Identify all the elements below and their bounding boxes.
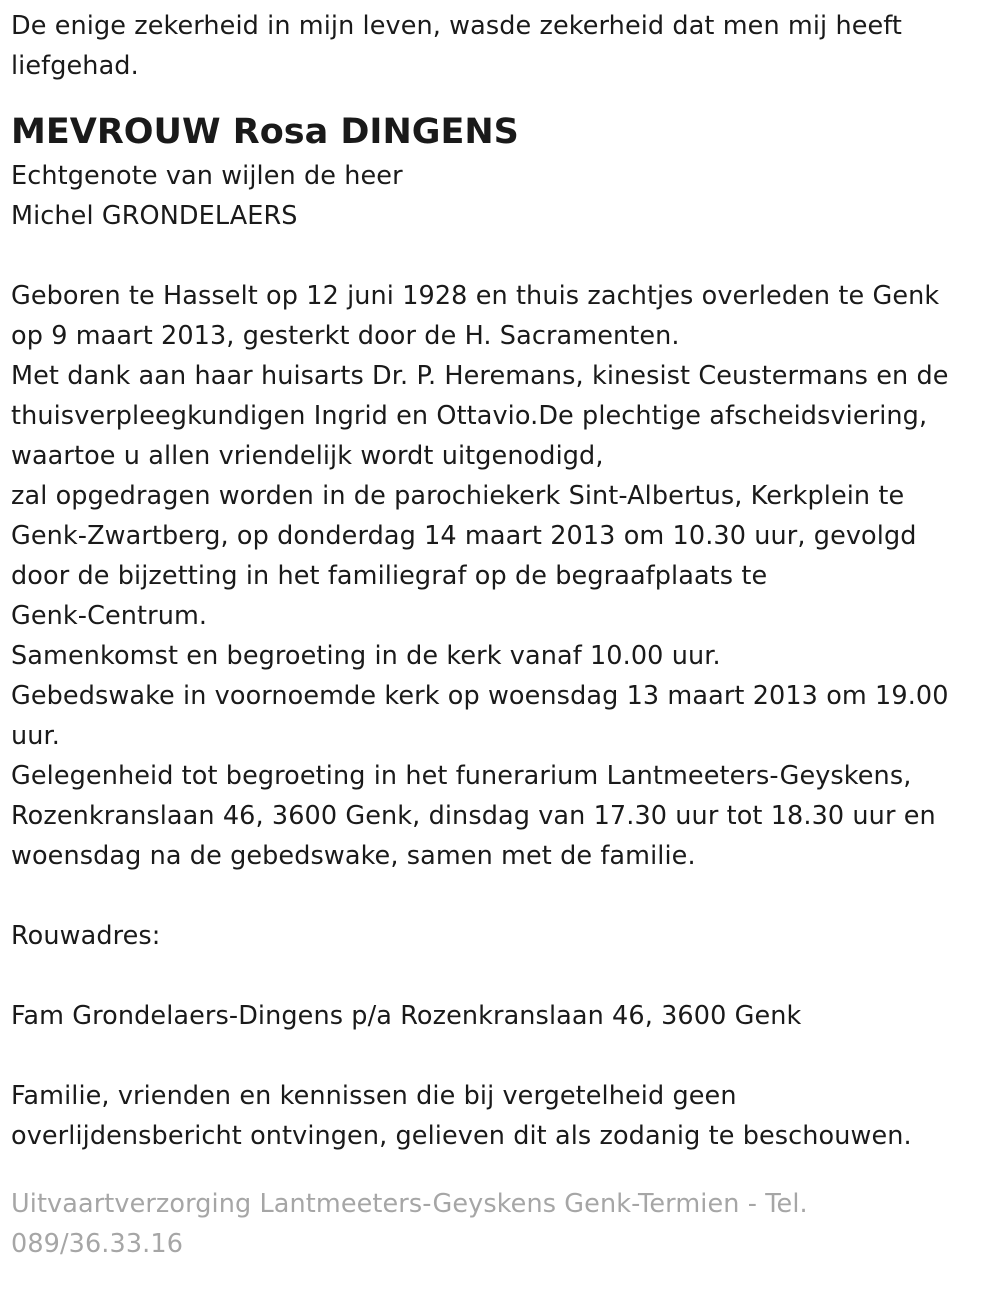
body-line: waartoe u allen vriendelijk wordt uitgenodigd, [11, 441, 604, 471]
body-line: Samenkomst en begroeting in de kerk vanaf 10.00 uur. [11, 641, 721, 671]
deceased-name: MEVROUW Rosa DINGENS [11, 112, 519, 152]
body-line: Genk-Zwartberg, op donderdag 14 maart 2013 om 10.30 uur, gevolgd [11, 521, 917, 551]
body-line: Geboren te Hasselt op 12 juni 1928 en thuis zachtjes overleden te Genk [11, 281, 940, 311]
spouse-line: Echtgenote van wijlen de heer [11, 161, 403, 191]
spouse-name: Michel GRONDELAERS [11, 201, 298, 231]
body-line: Gebedswake in voornoemde kerk op woensdag 13 maart 2013 om 19.00 [11, 681, 949, 711]
obituary-body [11, 276, 1000, 876]
family-notice [11, 1076, 1000, 1156]
quote-line: De enige zekerheid in mijn leven, wasde zekerheid dat men mij heeft [11, 11, 903, 41]
funeral-director-footer [11, 1184, 1000, 1264]
body-line: zal opgedragen worden in de parochiekerk Sint-Albertus, Kerkplein te [11, 481, 905, 511]
quote-line: liefgehad. [11, 51, 139, 81]
body-line: woensdag na de gebedswake, samen met de familie. [11, 841, 696, 871]
address-value: Fam Grondelaers-Dingens p/a Rozenkranslaan 46, 3600 Genk [11, 1001, 802, 1031]
notice-line: Familie, vrienden en kennissen die bij vergetelheid geen [11, 1081, 737, 1111]
footer-line: Uitvaartverzorging Lantmeeters-Geyskens Genk-Termien - Tel. [11, 1189, 808, 1219]
body-line: thuisverpleegkundigen Ingrid en Ottavio.De plechtige afscheidsviering, [11, 401, 928, 431]
body-line: uur. [11, 721, 60, 751]
notice-line: overlijdensbericht ontvingen, gelieven dit als zodanig te beschouwen. [11, 1121, 912, 1151]
body-line: Genk-Centrum. [11, 601, 208, 631]
footer-phone: 089/36.33.16 [11, 1229, 184, 1259]
body-line: Gelegenheid tot begroeting in het funerarium Lantmeeters-Geyskens, [11, 761, 912, 791]
body-line: door de bijzetting in het familiegraf op de begraafplaats te [11, 561, 768, 591]
body-line: op 9 maart 2013, gesterkt door de H. Sacramenten. [11, 321, 680, 351]
opening-quote [11, 6, 1000, 86]
address-label: Rouwadres: [11, 921, 161, 951]
body-line: Rozenkranslaan 46, 3600 Genk, dinsdag van 17.30 uur tot 18.30 uur en [11, 801, 936, 831]
body-line: Met dank aan haar huisarts Dr. P. Heremans, kinesist Ceustermans en de [11, 361, 949, 391]
